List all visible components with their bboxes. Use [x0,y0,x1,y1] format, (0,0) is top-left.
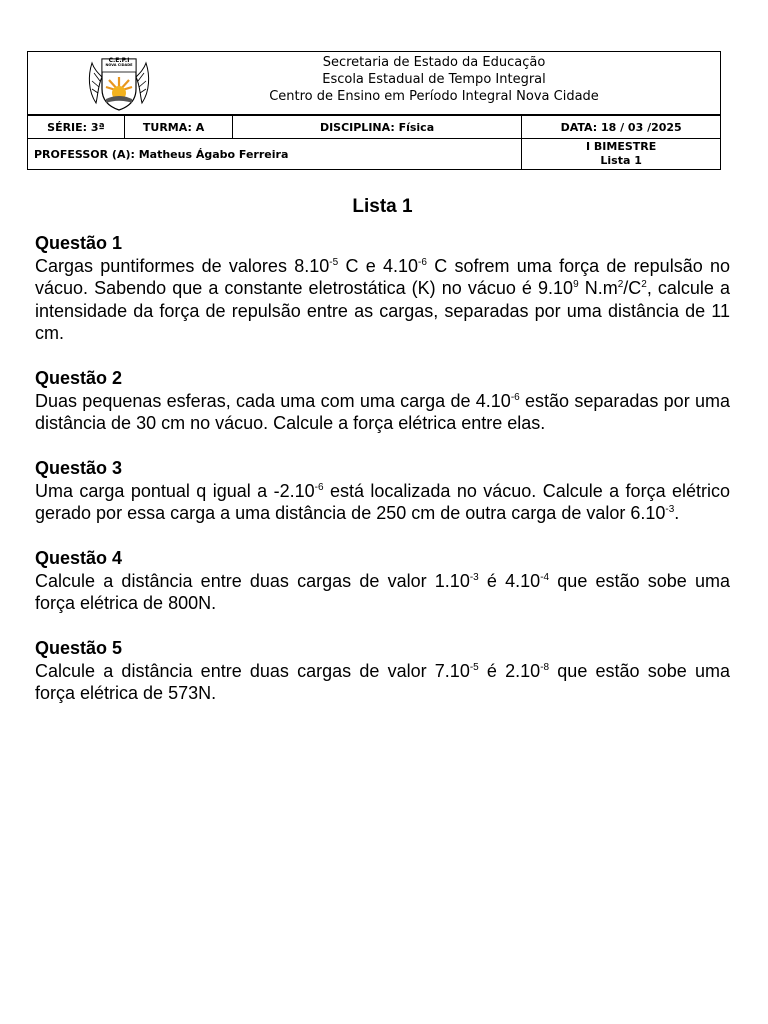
question-text: Uma carga pontual q igual a $-2.10^{-6}$ está localizada no vácuo. Calcule a força elétrico gerado por essa carga a uma distância de 250 cm de outra carga de valor $6.10^{-3}$. [35,480,731,523]
question-text: Calcule a distância entre duas cargas de valor $7.10^{-5}$ é $2.10^{-8}$ que estão sobe uma força elétrica de 573N. [35,660,731,703]
question-5 [35,637,730,705]
question-text: Calcule a distância entre duas cargas de valor $1.10^{-3}$ é $4.10^{-4}$ que estão sobe uma força elétrica de 800N. [35,570,731,613]
question-title: Questão 1 [35,233,123,253]
lista-label: Lista 1 [600,154,642,167]
professor-cell: PROFESSOR (A): Matheus Ágabo Ferreira [28,139,522,170]
header-text [148,54,720,105]
question-3 [35,457,730,525]
question-1 [35,232,730,345]
serie-cell: SÉRIE: 3ª [28,116,125,139]
header-line-centro: Centro de Ensino em Período Integral Nova Cidade [269,89,599,104]
header-line-secretaria: Secretaria de Estado da Educação [322,55,546,70]
bimestre-label: I BIMESTRE [586,140,657,153]
list-title: Lista 1 [352,196,413,217]
question-4 [35,547,730,615]
question-title: Questão 3 [35,458,123,478]
document-body [35,192,730,727]
data-cell: DATA: 18 / 03 /2025 [522,116,721,139]
question-title: Questão 2 [35,368,123,388]
logo-text-bottom: NOVA CIDADE [105,63,133,67]
logo-text-top: C.E.P.I [108,57,130,64]
class-info-table [27,115,721,170]
question-title: Questão 5 [35,638,123,658]
question-2 [35,367,730,435]
bimestre-cell [522,139,721,170]
question-title: Questão 4 [35,548,123,568]
disciplina-cell: DISCIPLINA: Física [232,116,521,139]
question-text: Cargas puntiformes de valores $8.10^{-5}$ C e $4.10^{-6}$ C sofrem uma força de repulsão no vácuo. Sabendo que a constante eletrostática (K) no vácuo é 9.10$^9$ $N.m^2/C^2$, calcule a intensidade da força de repulsão entre as cargas, separadas por uma distância de 11 cm. [35,255,731,343]
school-header [27,51,721,115]
question-text: Duas pequenas esferas, cada uma com uma carga de $4.10^{-6}$ estão separadas por uma distância de 30 cm no vácuo. Calcule a força elétrica entre elas. [35,390,730,433]
turma-cell: TURMA: A [124,116,232,139]
header-line-escola: Escola Estadual de Tempo Integral [322,72,546,87]
